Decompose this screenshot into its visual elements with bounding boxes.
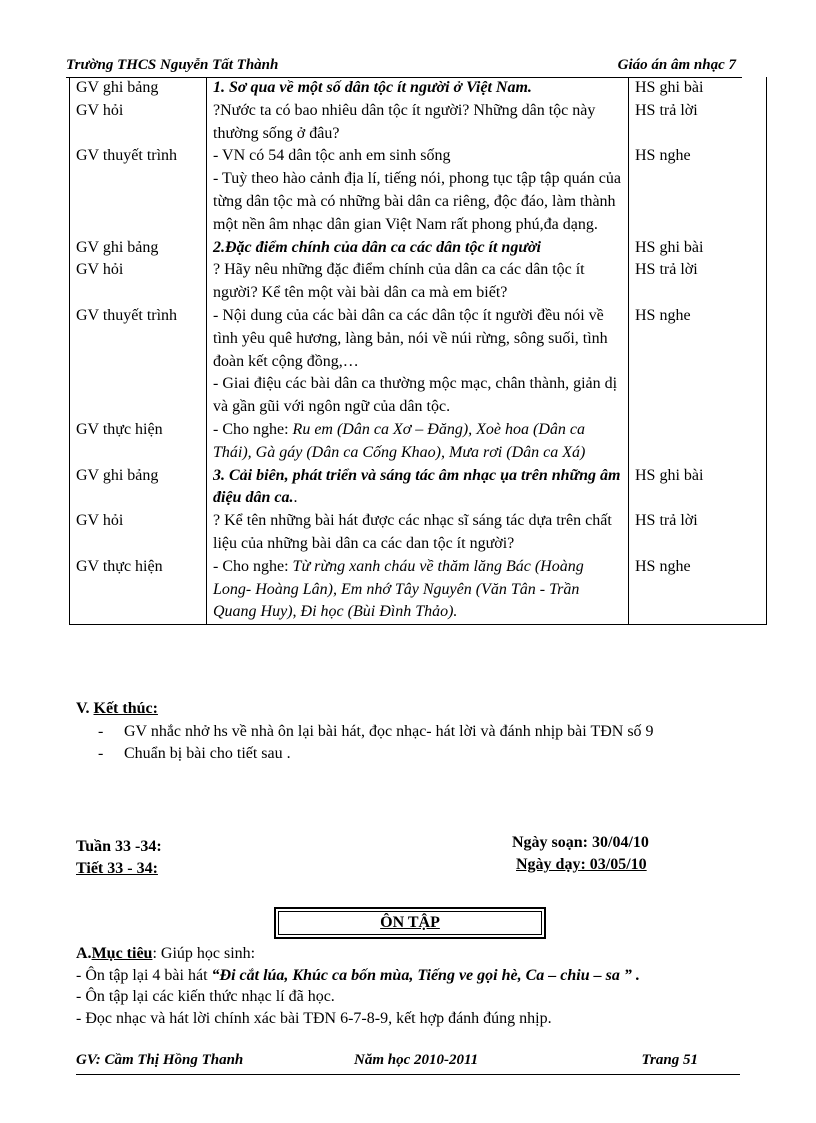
table-row	[70, 259, 767, 305]
lesson-activities-table	[69, 77, 767, 625]
week-info	[76, 836, 162, 880]
list-item-text: Chuẩn bị bài cho tiết sau .	[124, 745, 291, 762]
teacher-activity: GV thực hiện	[70, 419, 207, 465]
teacher-activity: GV thuyết trình	[70, 305, 207, 419]
student-activity: HS nghe	[629, 305, 767, 419]
period-number: Tiết 33 - 34:	[76, 860, 158, 877]
question-text: ? Hãy nêu những đặc điểm chính của dân ca các dân tộc ít người? Kể tên một vài bài dân ca mà em biết?	[207, 259, 629, 305]
list-item: - GV nhắc nhở hs về nhà ôn lại bài hát, đọc nhạc- hát lời và đánh nhịp bài TĐN số 9	[98, 722, 654, 740]
section-title-text: Kết thúc:	[93, 700, 158, 717]
teacher-activity: GV hỏi	[70, 510, 207, 556]
list-item: - Chuẩn bị bài cho tiết sau .	[98, 745, 291, 762]
objectives-heading	[76, 943, 776, 965]
section-title	[76, 698, 766, 721]
list-item	[76, 965, 776, 987]
table-row	[70, 237, 767, 260]
listen-prefix: - Cho nghe:	[213, 420, 293, 438]
objectives-intro: : Giúp học sinh:	[152, 945, 256, 962]
student-activity: HS ghi bài	[629, 237, 767, 260]
student-activity: HS nghe	[629, 556, 767, 625]
question-text: ? Kể tên những bài hát được các nhạc sĩ sáng tác dựa trên chất liệu của những bài dân ca các dan tộc ít người?	[207, 510, 629, 556]
school-name: Trường THCS Nguyễn Tất Thành	[66, 57, 279, 73]
table-row	[70, 77, 767, 100]
lecture-line: - Tuỳ theo hào cảnh địa lí, tiếng nói, phong tục tập tập quán của từng dân tộc mà có những bài dân ca riêng, độc đáo, làm thành một nền âm nhạc dân gian Việt Nam rất phong phú,đa dạng.	[213, 170, 621, 233]
song-list: Ru em (Dân ca Xơ – Đăng), Xoè hoa (Dân ca Thái), Gà gáy (Dân ca Cống Khao), Mưa rơi (Dân ca Xá)	[213, 420, 586, 461]
date-info	[512, 832, 649, 876]
song-names: “Đi cắt lúa, Khúc ca bốn mùa, Tiếng ve gọi hè, Ca – chiu – sa ” .	[211, 966, 640, 984]
page-number: Trang 51	[641, 1052, 698, 1068]
lesson-title-box	[274, 907, 546, 939]
listening-content	[207, 419, 629, 465]
page-footer	[76, 1052, 740, 1075]
section-number: V.	[76, 700, 94, 717]
student-activity: HS ghi bài	[629, 77, 767, 100]
teach-date: Ngày dạy: 03/05/10	[516, 856, 647, 873]
teacher-name: GV: Cầm Thị Hồng Thanh	[76, 1052, 244, 1068]
teacher-activity: GV ghi bảng	[70, 237, 207, 260]
student-activity: HS nghe	[629, 145, 767, 236]
list-item: - Ôn tập lại các kiến thức nhạc lí đã học.	[76, 988, 335, 1005]
table-row	[70, 465, 767, 511]
list-item-text: GV nhắc nhở hs về nhà ôn lại bài hát, đọc nhạc- hát lời và đánh nhịp bài TĐN số 9	[124, 722, 654, 740]
section-title: Mục tiêu	[91, 945, 153, 962]
table-row	[70, 100, 767, 146]
lecture-content	[207, 145, 629, 236]
lecture-line: - Nội dung của các bài dân ca các dân tộc ít người đều nói về tình yêu quê hương, làng bản, nói về núi rừng, sông suối, tình đoàn kết cộng đồng,…	[213, 306, 608, 370]
song-list: Từ rừng xanh cháu về thăm lăng Bác (Hoàng Long- Hoàng Lân), Em nhớ Tây Nguyên (Văn Tân - Trần Quang Huy), Đi học (Bùi Đình Thảo).	[213, 557, 584, 621]
question-text: ?Nước ta có bao nhiêu dân tộc ít người? Những dân tộc này thường sống ở đâu?	[207, 100, 629, 146]
list-item-text: - Ôn tập lại 4 bài hát	[76, 966, 212, 984]
table-row	[70, 556, 767, 625]
student-activity: HS trả lời	[629, 259, 767, 305]
lesson-title: ÔN TẬP	[380, 914, 440, 931]
lecture-line: - VN có 54 dân tộc anh em sinh sống	[213, 147, 451, 165]
section-heading: 3. Cải biên, phát triển và sáng tác âm nhạc ụa trên những âm điệu dân ca.	[213, 466, 621, 507]
section-heading: 1. Sơ qua về một số dân tộc ít người ở Việt Nam.	[207, 77, 629, 100]
heading-suffix: .	[293, 489, 298, 507]
section-ket-thuc	[66, 698, 766, 766]
teacher-activity: GV hỏi	[70, 100, 207, 146]
section-letter: A.	[76, 945, 92, 962]
teacher-activity: GV hỏi	[70, 259, 207, 305]
teacher-activity: GV ghi bảng	[70, 77, 207, 100]
student-activity	[629, 419, 767, 465]
table-row	[70, 419, 767, 465]
list-item: - Đọc nhạc và hát lời chính xác bài TĐN 6-7-8-9, kết hợp đánh đúng nhịp.	[76, 1009, 552, 1027]
subject-title: Giáo án âm nhạc 7	[617, 57, 736, 73]
section-objectives	[76, 943, 776, 1029]
teacher-activity: GV thực hiện	[70, 556, 207, 625]
lecture-line: - Giai điệu các bài dân ca thường mộc mạc, chân thành, giản dị và gần gũi với ngôn ngữ của dân tộc.	[213, 375, 618, 416]
teacher-activity: GV ghi bảng	[70, 465, 207, 511]
student-activity: HS ghi bài	[629, 465, 767, 511]
lecture-content	[207, 305, 629, 419]
school-year: Năm học 2010-2011	[354, 1052, 479, 1068]
listening-content	[207, 556, 629, 625]
table-row	[70, 510, 767, 556]
listen-prefix: - Cho nghe:	[213, 557, 293, 575]
section-heading: 2.Đặc điểm chính của dân ca các dân tộc ít người	[207, 237, 629, 260]
student-activity: HS trả lời	[629, 510, 767, 556]
week-number: Tuần 33 -34:	[76, 838, 162, 855]
table-row	[70, 305, 767, 419]
student-activity: HS trả lời	[629, 100, 767, 146]
prep-date: Ngày soạn: 30/04/10	[512, 834, 649, 851]
section-heading-cell	[207, 465, 629, 511]
table-row	[70, 145, 767, 236]
page-header	[66, 57, 742, 78]
teacher-activity: GV thuyết trình	[70, 145, 207, 236]
